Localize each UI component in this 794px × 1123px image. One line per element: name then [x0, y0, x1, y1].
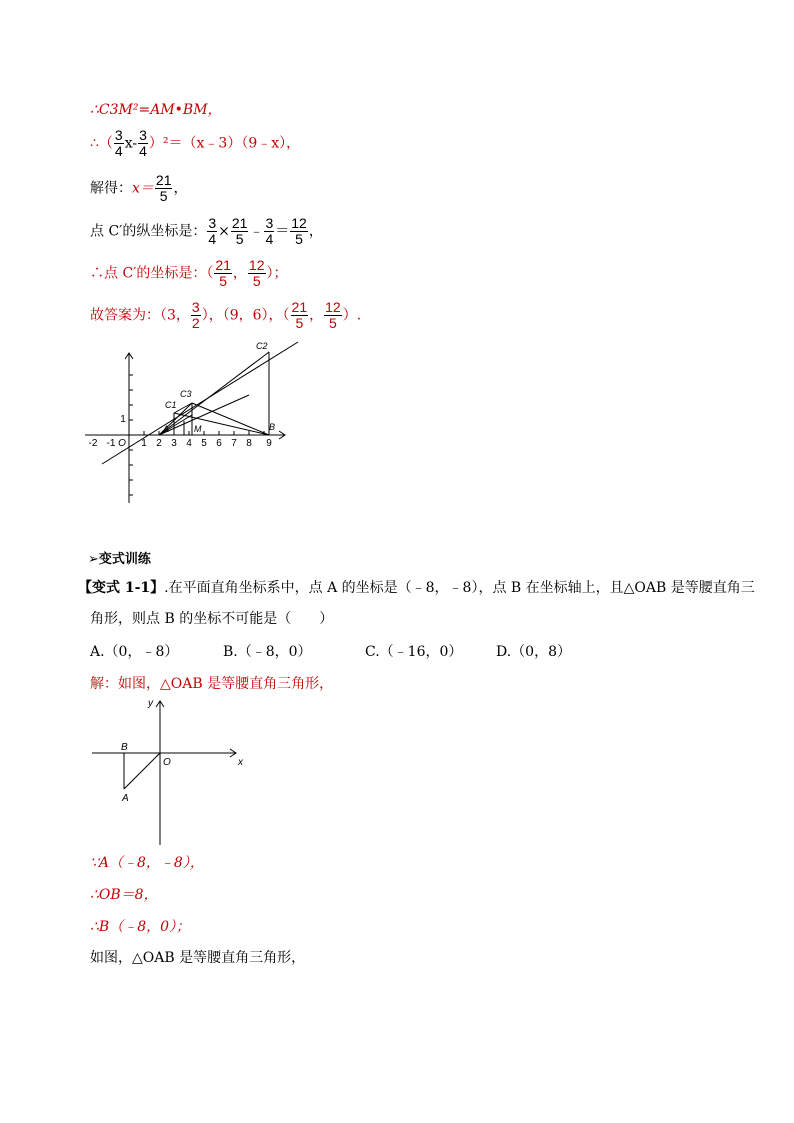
answer-line-2: ∴OB＝8， — [90, 887, 158, 903]
l4-frac-a: $\frac{3}{4}$ — [208, 215, 217, 247]
answer-line-4: 如图，△OAB 是等腰直角三角形， — [90, 950, 306, 966]
l2-x: x- — [124, 135, 138, 152]
point-label-a: A — [163, 424, 170, 434]
solution-line-3 — [90, 173, 187, 204]
l5-post: ）； — [266, 265, 288, 282]
l6-post: ）. — [342, 307, 362, 324]
l5-pre: ∴点 C′的坐标是：（ — [90, 265, 214, 282]
l4-frac-d: $\frac{12}{5}$ — [291, 215, 307, 247]
solution-line-4 — [90, 216, 323, 247]
l5-comma: ， — [232, 265, 247, 282]
answer-intro: 解：如图，△OAB 是等腰直角三角形， — [90, 676, 334, 692]
option-c[interactable]: C.（﹣16，0） — [365, 644, 463, 660]
x-tick-label: -1 — [106, 438, 116, 449]
l5-frac-b: $\frac{12}{5}$ — [248, 257, 265, 289]
l4-minus: ﹣ — [249, 223, 264, 240]
y-axis-label: y — [148, 698, 153, 709]
l6-frac-c: $\frac{12}{5}$ — [325, 299, 341, 331]
point-label-a: A — [122, 793, 129, 804]
point-label-c3: C3 — [180, 389, 192, 399]
l4-frac-c: $\frac{3}{4}$ — [265, 215, 274, 247]
solution-line-5 — [90, 258, 288, 289]
solution-line-2 — [90, 128, 300, 159]
origin-label: O — [118, 438, 126, 449]
l3-x: x＝ — [132, 180, 154, 197]
l2-post: ）²＝（x﹣3）（9﹣x）， — [148, 135, 301, 152]
x-tick-label: 1 — [141, 438, 147, 449]
x-axis-label: x — [238, 757, 243, 768]
point-label-c2: C2 — [256, 341, 268, 351]
question-tag: 【变式 1-1】 — [78, 580, 165, 596]
x-tick-label: 8 — [246, 438, 252, 449]
l6-frac-b: $\frac{21}{5}$ — [291, 299, 308, 331]
l4-post: ， — [308, 223, 323, 240]
y-tick-label: 1 — [120, 414, 126, 425]
l3-pre: 解得： — [90, 180, 132, 197]
option-a[interactable]: A.（0，﹣8） — [90, 644, 179, 660]
point-label-b: B — [269, 422, 276, 432]
x-tick-label: -2 — [88, 438, 98, 449]
question-line-1 — [78, 577, 755, 599]
segment-c1-b — [174, 413, 269, 435]
point-label-c1: C1 — [165, 400, 177, 410]
segment-a-o — [124, 753, 160, 789]
l5-frac-a: $\frac{21}{5}$ — [215, 257, 231, 289]
x-tick-label: 7 — [231, 438, 237, 449]
x-tick-label: 5 — [201, 438, 207, 449]
l6-comma: ， — [309, 307, 324, 324]
l3-post: ， — [173, 180, 188, 197]
frac-3-4-a: $\frac{3}{4}$ — [114, 127, 123, 159]
point-label-m: M — [194, 424, 202, 434]
x-tick-label: 4 — [186, 438, 192, 449]
x-tick-label: 9 — [266, 438, 272, 449]
l6-frac-a: $\frac{3}{2}$ — [191, 299, 200, 331]
point-label-b: B — [121, 742, 128, 753]
l2-pre: ∴（ — [90, 135, 113, 152]
figure-1-coordinate-diagram — [80, 335, 300, 505]
x-tick-label: 3 — [171, 438, 177, 449]
answer-line-1: ∵A（﹣8，﹣8）， — [90, 855, 204, 871]
frac-21-5: $\frac{21}{5}$ — [155, 172, 172, 204]
l4-frac-b: $\frac{21}{5}$ — [231, 215, 248, 247]
segment-c3-b — [192, 403, 269, 435]
question-line-2: 角形，则点 B 的坐标不可能是（ ） — [90, 611, 334, 627]
figure-2-triangle-diagram — [88, 695, 248, 847]
l4-pre: 点 C′的纵坐标是： — [90, 223, 207, 240]
l6-pre: 故答案为：（3， — [90, 307, 190, 324]
question-text-1: .在平面直角坐标系中，点 A 的坐标是（﹣8，﹣8），点 B 在坐标轴上，且△OAB 是等腰直角三 — [164, 580, 755, 596]
option-b[interactable]: B.（﹣8，0） — [223, 644, 312, 660]
frac-3-4-b: $\frac{3}{4}$ — [139, 127, 147, 159]
l6-mid: ），（9，6），（ — [201, 307, 290, 324]
x-tick-label: 2 — [156, 438, 162, 449]
origin-label: O — [163, 757, 171, 768]
solution-line-1: ∴C3M²=AM•BM， — [90, 102, 222, 118]
solution-line-6 — [90, 300, 361, 331]
l4-times: × — [218, 223, 230, 240]
l4-eq: ＝ — [275, 223, 290, 240]
option-d[interactable]: D.（0，8） — [496, 644, 571, 660]
section-title: ➢变式训练 — [88, 552, 151, 567]
answer-line-3: ∴B（﹣8，0）； — [90, 919, 191, 935]
x-tick-label: 6 — [216, 438, 222, 449]
